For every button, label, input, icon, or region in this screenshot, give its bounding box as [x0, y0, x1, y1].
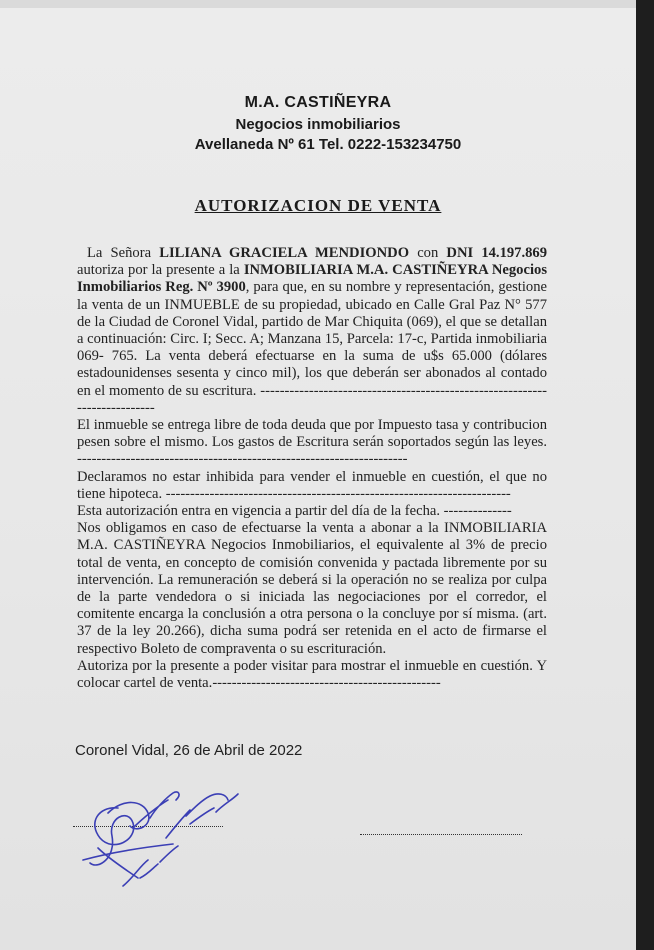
letterhead-name: M.A. CASTIÑEYRA [244, 94, 392, 111]
owner-name: LILIANA GRACIELA MENDIONDO [159, 245, 410, 261]
paragraph-prefix: La Señora [87, 245, 160, 261]
paragraph-tail: , para que, en su nombre y representación, gestione la venta de un INMUEBLE de su propiedad, ubicado en Calle Gral Paz N° 577 de la Ciudad de Coronel Vidal, partido de Mar Chiquita (069), el que se detallan a continuación: Circ. I; Secc. A; Manzana 15, Parcela: 17-c, Partida inmobiliaria 069- 765. La venta deberá efectuarse en la suma de u$s 65.000 (dólares estadounidenses sesenta y cinco mil), los que deberán ser abonados al contado en el momento de su escritura. --------------------------------------------------------------------------- [77, 279, 547, 416]
signature-line-agent [360, 834, 522, 835]
document-date: Coronel Vidal, 26 de Abril de 2022 [75, 742, 303, 759]
document-title: AUTORIZACION DE VENTA [194, 196, 442, 215]
document-page [0, 8, 636, 950]
paragraph-commission: Nos obligamos en caso de efectuarse la venta a abonar a la INMOBILIARIA M.A. CASTIÑEYRA Negocios Inmobiliarios, el equivalente al 3% de precio total de venta, en concepto de comisión convenida y pactada libremente por su intervención. La remuneración se deberá si la operación no se realiza por culpa de la parte vendedora o si iniciada las negociaciones por el corredor, el comitente encarga la conclusión a otra persona o la concluye por sí misma. (art. 37 de la ley 20.266), dicha suma podrá ser retenida en el acto de firmarse el respectivo Boleto de compraventa o su escrituración. [77, 520, 547, 657]
page-top-edge [0, 0, 654, 8]
agency-name: INMOBILIARIA M.A. CASTIÑEYRA Negocios Inmobiliarios Reg. Nº 3900 [77, 262, 547, 296]
document-body [77, 245, 547, 692]
page-right-shadow [636, 0, 654, 950]
paragraph-debts: El inmueble se entrega libre de toda deuda que por Impuesto tasa y contribucion pesen sobre el mismo. Los gastos de Escritura serán soportados según las leyes. -------------------------------------------------------------------- [77, 417, 547, 468]
paragraph-authorization [77, 245, 547, 417]
owner-dni: DNI 14.197.869 [446, 245, 547, 261]
letterhead-subtitle: Negocios inmobiliarios [235, 116, 401, 133]
paragraph-no-inhibition: Declaramos no estar inhibida para vender el inmueble en cuestión, el que no tiene hipoteca. ----------------------------------------------------------------------- [77, 468, 547, 502]
paragraph-visits: Autoriza por la presente a poder visitar para mostrar el inmueble en cuestión. Y colocar cartel de venta.----------------------------------------------- [77, 657, 547, 692]
paragraph-validity: Esta autorización entra en vigencia a partir del día de la fecha. -------------- [77, 503, 512, 520]
handwritten-signature [78, 778, 258, 893]
letterhead-address: Avellaneda Nº 61 Tel. 0222-153234750 [194, 136, 462, 153]
paragraph-mid: con [409, 245, 447, 261]
paragraph-rest: autoriza por la presente a la [77, 262, 244, 279]
